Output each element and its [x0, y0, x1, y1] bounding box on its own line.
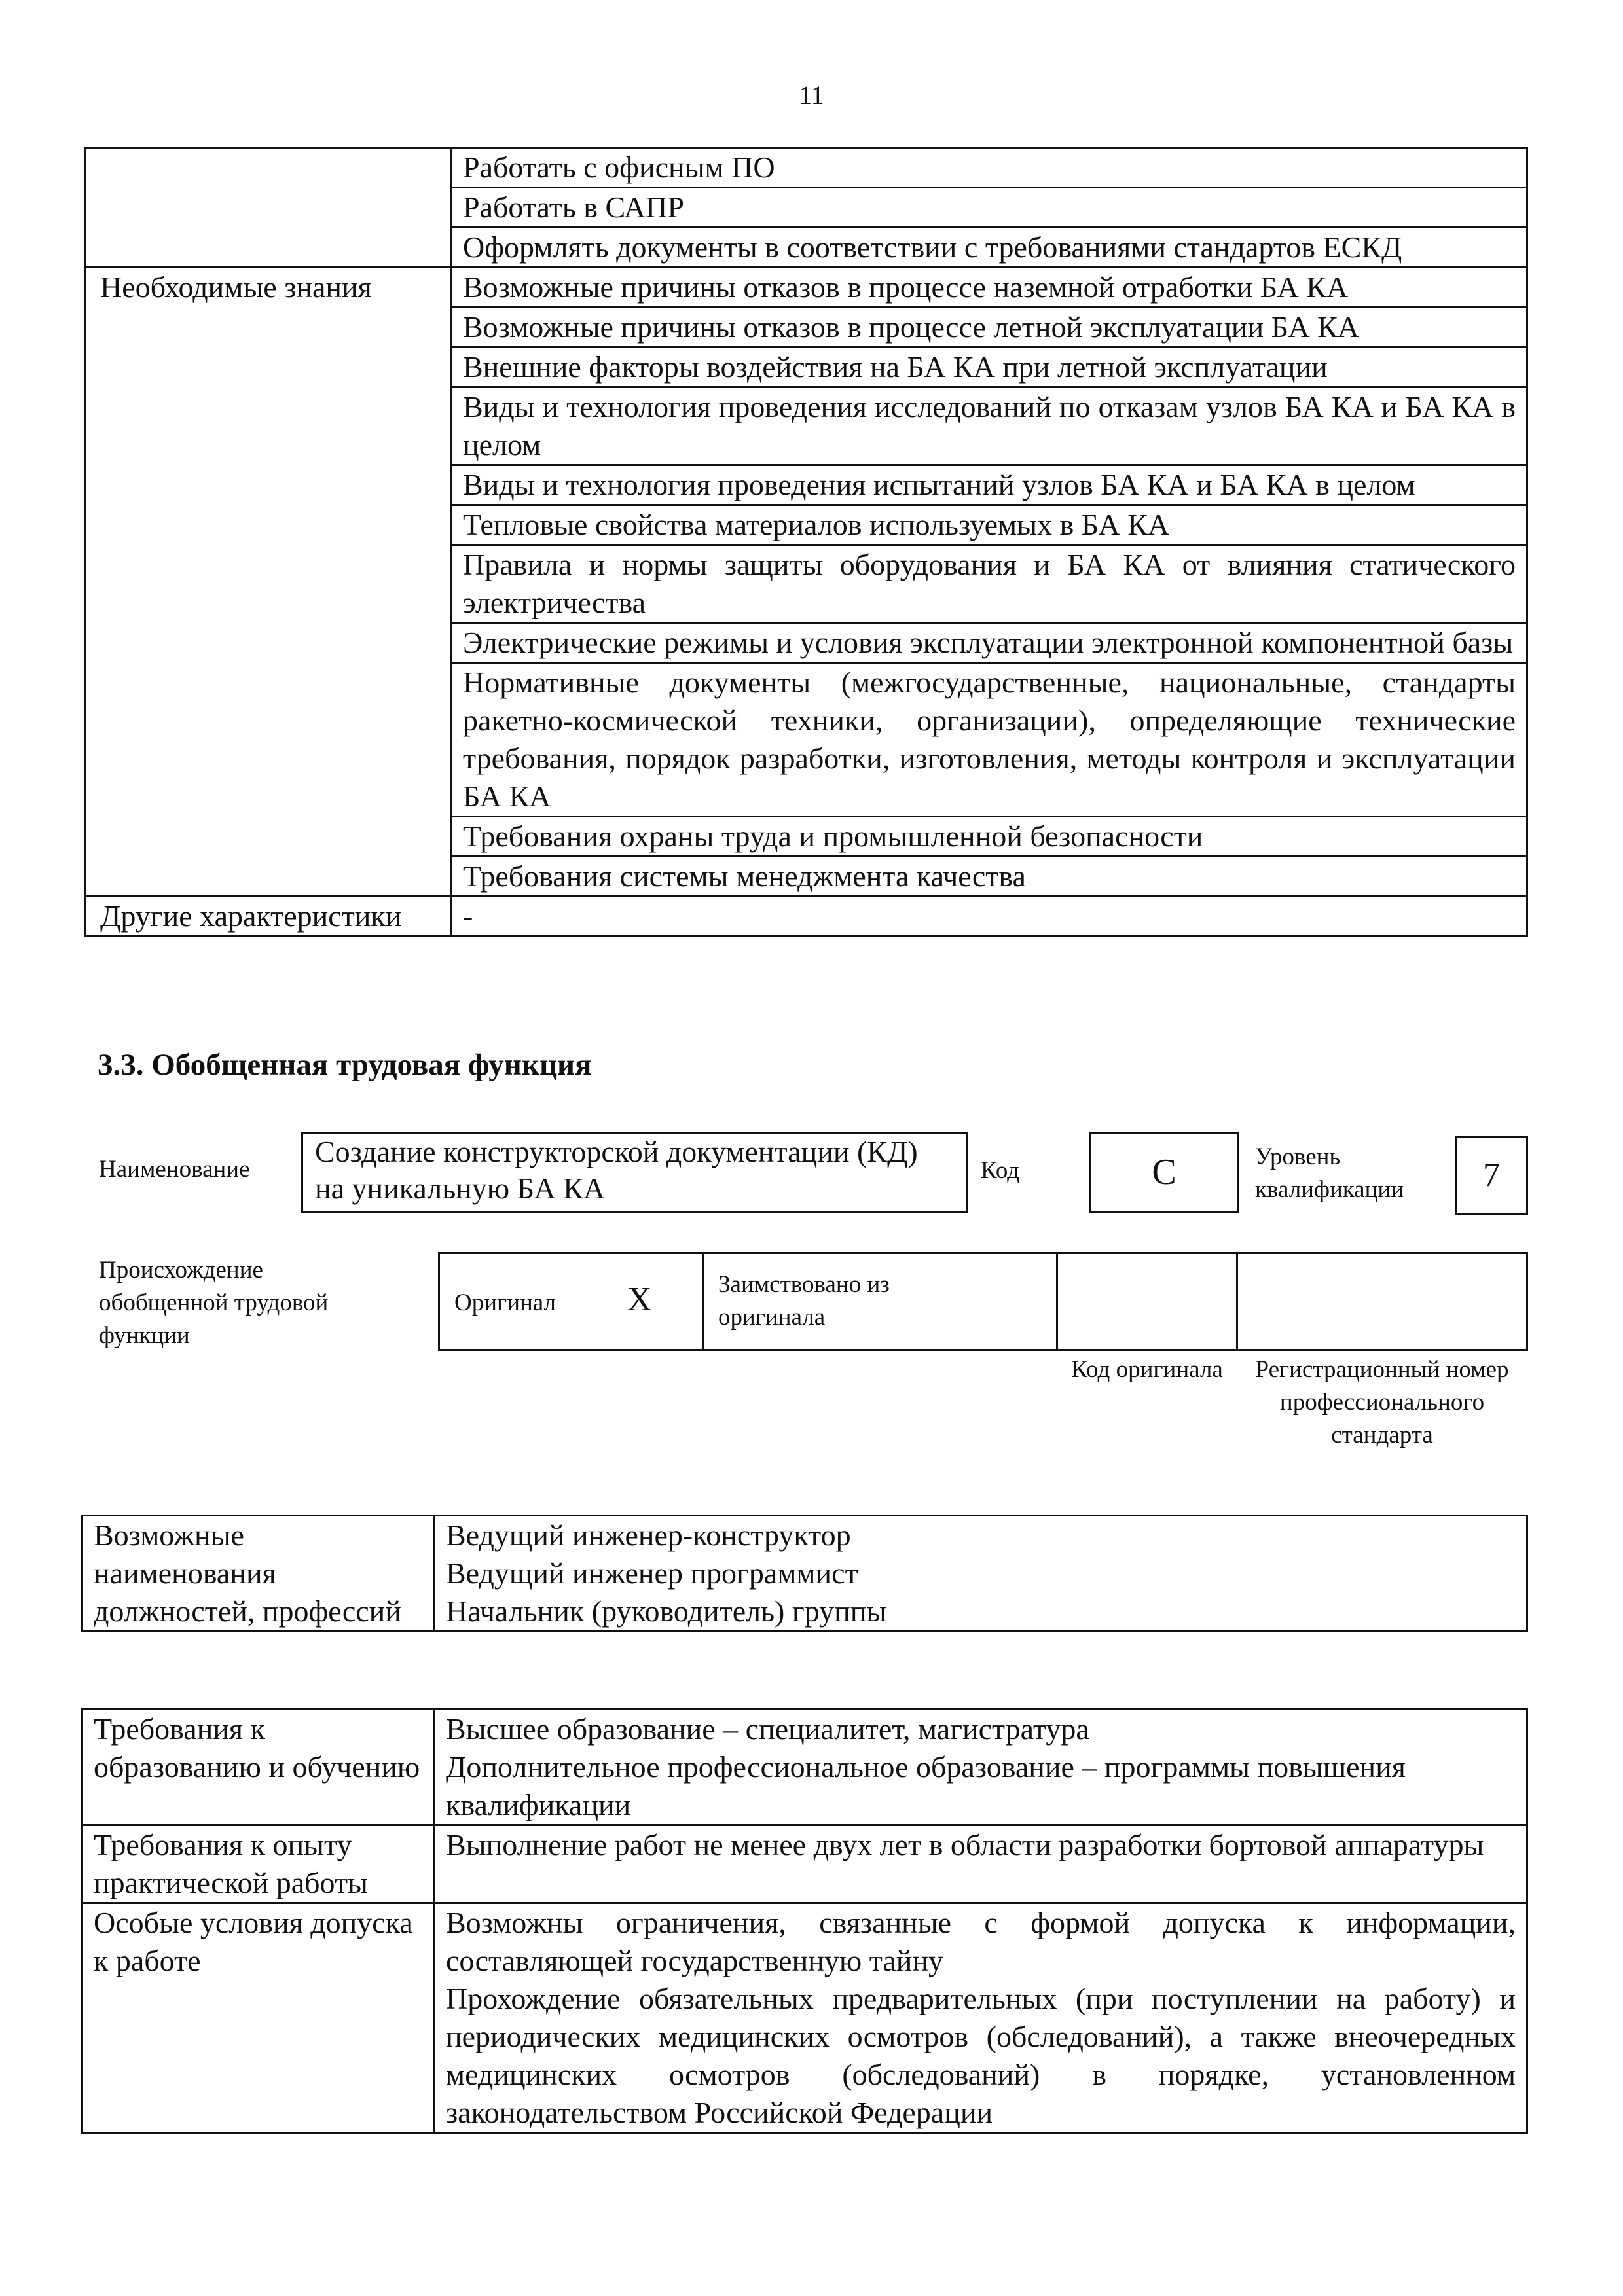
positions-table	[81, 1515, 1528, 1632]
list-item: Высшее образование – специалитет, магистратура	[446, 1712, 1089, 1746]
table-cell: Внешние факторы воздействия на БА КА при летной эксплуатации	[452, 348, 1527, 387]
origin-borrowed-cell	[702, 1252, 1058, 1351]
origin-reg-cell	[1236, 1252, 1528, 1351]
knowledge-label: Необходимые знания	[85, 268, 452, 897]
table-cell: Виды и технология проведения испытаний узлов БА КА и БА КА в целом	[452, 465, 1527, 505]
requirements-table	[81, 1708, 1528, 2134]
level-value: 7	[1455, 1136, 1528, 1215]
table-cell: Работать с офисным ПО	[452, 148, 1527, 188]
level-label: Уровень квалификации	[1255, 1143, 1404, 1203]
table-row	[82, 1825, 1527, 1903]
code-caption: Код оригинала	[1071, 1356, 1223, 1383]
experience-value: Выполнение работ не менее двух лет в области разработки бортовой аппаратуры	[435, 1825, 1527, 1903]
table-cell: Возможные причины отказов в процессе летной эксплуатации БА КА	[452, 308, 1527, 348]
code-label: Код	[981, 1157, 1020, 1184]
page-number: 11	[799, 81, 824, 110]
name-label: Наименование	[99, 1156, 250, 1183]
list-item: Прохождение обязательных предварительных (при поступлении на работу) и периодических медицинских осмотров (обследований), а также внеочередных медицинских осмотров (обследований) в порядке, установленном законодательством Российской Федерации	[446, 1982, 1516, 2129]
table-cell: Требования охраны труда и промышленной безопасности	[452, 817, 1527, 857]
experience-label: Требования к опыту практической работы	[82, 1825, 435, 1903]
table-cell: Нормативные документы (межгосударственные, национальные, стандарты ракетно-космической техники, организации), определяющие технические требования, порядок разработки, изготовления, методы контроля и эксплуатации БА КА	[452, 663, 1527, 817]
list-item: Дополнительное профессиональное образование – программы повышения квалификации	[446, 1750, 1406, 1821]
table-row	[82, 1516, 1527, 1632]
knowledge-table	[84, 147, 1528, 937]
skills-label-cell	[85, 148, 452, 268]
table-cell: Тепловые свойства материалов используемых в БА КА	[452, 505, 1527, 545]
table-row	[85, 268, 1527, 308]
education-list	[435, 1710, 1527, 1825]
table-cell: Требования системы менеджмента качества	[452, 857, 1527, 897]
code-value: C	[1089, 1132, 1239, 1213]
name-value: Создание конструкторской документации (КД) на уникальную БА КА	[301, 1132, 968, 1213]
table-cell: Возможные причины отказов в процессе наземной отработки БА КА	[452, 268, 1527, 308]
list-item: Ведущий инженер-конструктор	[446, 1518, 851, 1552]
education-label: Требования к образованию и обучению	[82, 1710, 435, 1825]
list-item: Возможны ограничения, связанные с формой допуска к информации, составляющей государственную тайну	[446, 1906, 1516, 1977]
positions-list	[435, 1516, 1527, 1632]
other-label: Другие характеристики	[85, 897, 452, 937]
borrowed-label: Заимствовано из оригинала	[718, 1271, 890, 1331]
original-label: Оригинал	[454, 1289, 556, 1316]
table-cell: Правила и нормы защиты оборудования и БА КА от влияния статического электричества	[452, 545, 1527, 623]
origin-label: Происхождение обобщенной трудовой функции	[99, 1257, 329, 1349]
table-row	[82, 1903, 1527, 2133]
list-item: Начальник (руководитель) группы	[446, 1594, 887, 1628]
positions-label: Возможные наименования должностей, профессий	[82, 1516, 435, 1632]
table-cell: Работать в САПР	[452, 188, 1527, 228]
access-list	[435, 1903, 1527, 2133]
list-item: Ведущий инженер программист	[446, 1556, 858, 1590]
original-mark: X	[627, 1281, 652, 1318]
origin-code-cell	[1056, 1252, 1238, 1351]
other-value: -	[452, 897, 1527, 937]
origin-original-cell	[438, 1252, 704, 1351]
reg-caption: Регистрационный номер профессионального стандарта	[1255, 1356, 1509, 1448]
table-row	[82, 1710, 1527, 1825]
table-cell: Виды и технология проведения исследований по отказам узлов БА КА и БА КА в целом	[452, 387, 1527, 465]
table-row	[85, 897, 1527, 937]
section-heading: 3.3. Обобщенная трудовая функция	[98, 1048, 592, 1082]
table-row	[85, 148, 1527, 188]
access-label: Особые условия допуска к работе	[82, 1903, 435, 2133]
table-cell: Оформлять документы в соответствии с требованиями стандартов ЕСКД	[452, 228, 1527, 268]
table-cell: Электрические режимы и условия эксплуатации электронной компонентной базы	[452, 623, 1527, 663]
